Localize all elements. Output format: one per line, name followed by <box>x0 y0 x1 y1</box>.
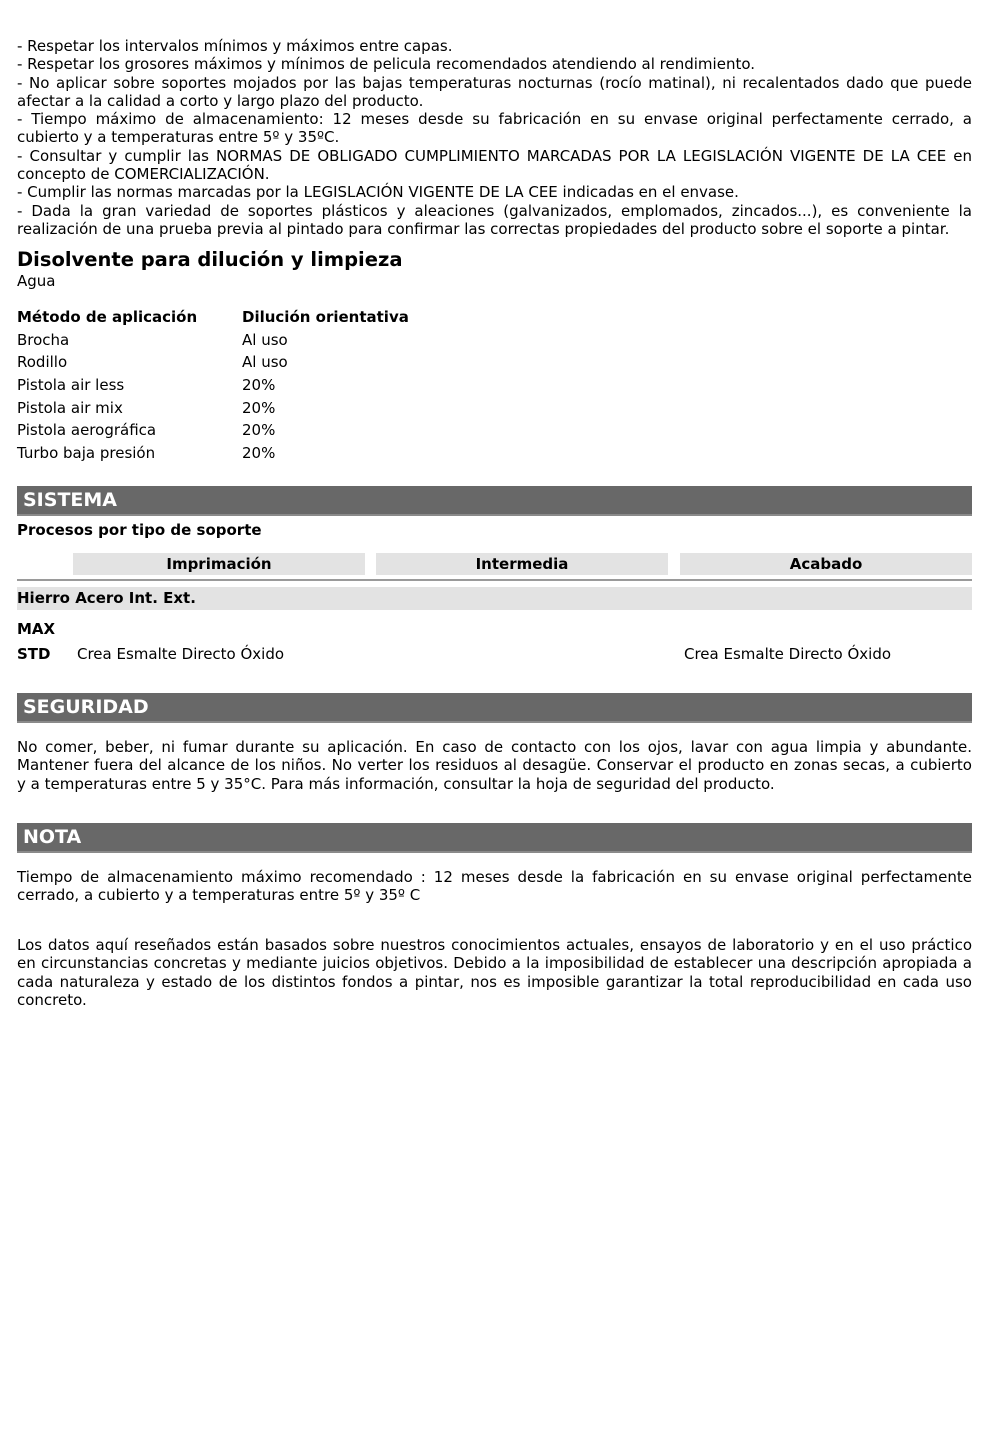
recommendation-item: - Consultar y cumplir las NORMAS DE OBLIGADO CUMPLIMIENTO MARCADAS POR LA LEGISLACIÓN VIGENTE DE LA CEE en concepto de COMERCIALIZACIÓN. <box>17 146 972 184</box>
recommendation-item: - Tiempo máximo de almacenamiento: 12 meses desde su fabricación en su envase original perfectamente cerrado, a cubierto y a temperaturas entre 5º y 35ºC. <box>17 110 972 147</box>
dilution-cell: 20% <box>242 421 276 440</box>
recommendation-item: - Respetar los grosores máximos y mínimos de pelicula recomendados atendiendo al rendimiento. <box>17 55 756 74</box>
dilution-cell: Al uso <box>242 330 288 349</box>
nota-section-header: NOTA <box>17 823 972 853</box>
storage-note-text: Tiempo de almacenamiento máximo recomendado : 12 meses desde la fabricación en su envase original perfectamente cerrado, a cubierto y a temperaturas entre 5º y 35º C <box>17 868 972 905</box>
method-cell: Turbo baja presión <box>17 443 156 462</box>
sistema-section-header: SISTEMA <box>17 486 972 516</box>
method-column-header: Método de aplicación <box>17 308 198 327</box>
recommendations-list <box>17 37 972 238</box>
safety-text: No comer, beber, ni fumar durante su aplicación. En caso de contacto con los ojos, lavar con agua limpia y abundante. Mantener fuera del alcance de los niños. No verter los residuos al desagüe. Conservar el producto en zonas secas, a cubierto y a temperaturas entre 5 y 35°C. Para más información, consultar la hoja de seguridad del producto. <box>17 738 972 793</box>
recommendation-item: - No aplicar sobre soportes mojados por las bajas temperaturas nocturnas (rocío matinal), ni recalentados dado que puede afectar a la calidad a corto y largo plazo del producto. <box>17 73 972 110</box>
disclaimer-text: Los datos aquí reseñados están basados sobre nuestros conocimientos actuales, ensayos de laboratorio y en el uso práctico en circunstancias concretas y mediante juicios objetivos. Debido a la imposibilidad de establecer una descripción apropiada a cada naturaleza y estado de los distintos fondos a pintar, nos es imposible garantizar la total reproducibilidad en cada uso concreto. <box>17 936 972 1009</box>
table-row <box>17 351 409 374</box>
method-cell: Rodillo <box>17 353 68 372</box>
table-divider <box>17 579 972 581</box>
column-header-imprimacion: Imprimación <box>73 553 365 575</box>
dilution-cell: 20% <box>242 398 276 417</box>
level-label-max: MAX <box>17 620 56 638</box>
dilution-column-header: Dilución orientativa <box>242 308 409 327</box>
solvent-heading: Disolvente para dilución y limpieza <box>17 248 403 271</box>
dilution-table-header <box>17 306 409 329</box>
table-row <box>17 374 409 397</box>
table-row <box>17 329 409 352</box>
method-cell: Pistola air less <box>17 376 125 395</box>
table-row <box>17 442 409 465</box>
dilution-cell: Al uso <box>242 353 288 372</box>
std-acabado-cell: Crea Esmalte Directo Óxido <box>684 645 892 663</box>
std-imprimacion-cell: Crea Esmalte Directo Óxido <box>77 645 285 663</box>
dilution-cell: 20% <box>242 376 276 395</box>
method-cell: Pistola aerográfica <box>17 421 157 440</box>
column-header-intermedia: Intermedia <box>376 553 668 575</box>
table-row <box>17 419 409 442</box>
recommendation-item: - Dada la gran variedad de soportes plásticos y aleaciones (galvanizados, emplomados, zincados...), es conveniente la realización de una prueba previa al pintado para confirmar las correctas propiedades del producto sobre el soporte a pintar. <box>17 201 972 238</box>
support-type-row: Hierro Acero Int. Ext. <box>17 587 972 610</box>
processes-subtitle: Procesos por tipo de soporte <box>17 521 262 539</box>
column-header-acabado: Acabado <box>680 553 972 575</box>
dilution-cell: 20% <box>242 443 276 462</box>
method-cell: Brocha <box>17 330 70 349</box>
seguridad-section-header: SEGURIDAD <box>17 693 972 723</box>
recommendation-item: - Cumplir las normas marcadas por la LEGISLACIÓN VIGENTE DE LA CEE indicadas en el envase. <box>17 183 739 202</box>
table-row <box>17 396 409 419</box>
solvent-value: Agua <box>17 272 56 290</box>
recommendation-item: - Respetar los intervalos mínimos y máximos entre capas. <box>17 37 453 55</box>
method-cell: Pistola air mix <box>17 398 123 417</box>
level-label-std: STD <box>17 645 51 663</box>
dilution-table <box>17 306 409 464</box>
